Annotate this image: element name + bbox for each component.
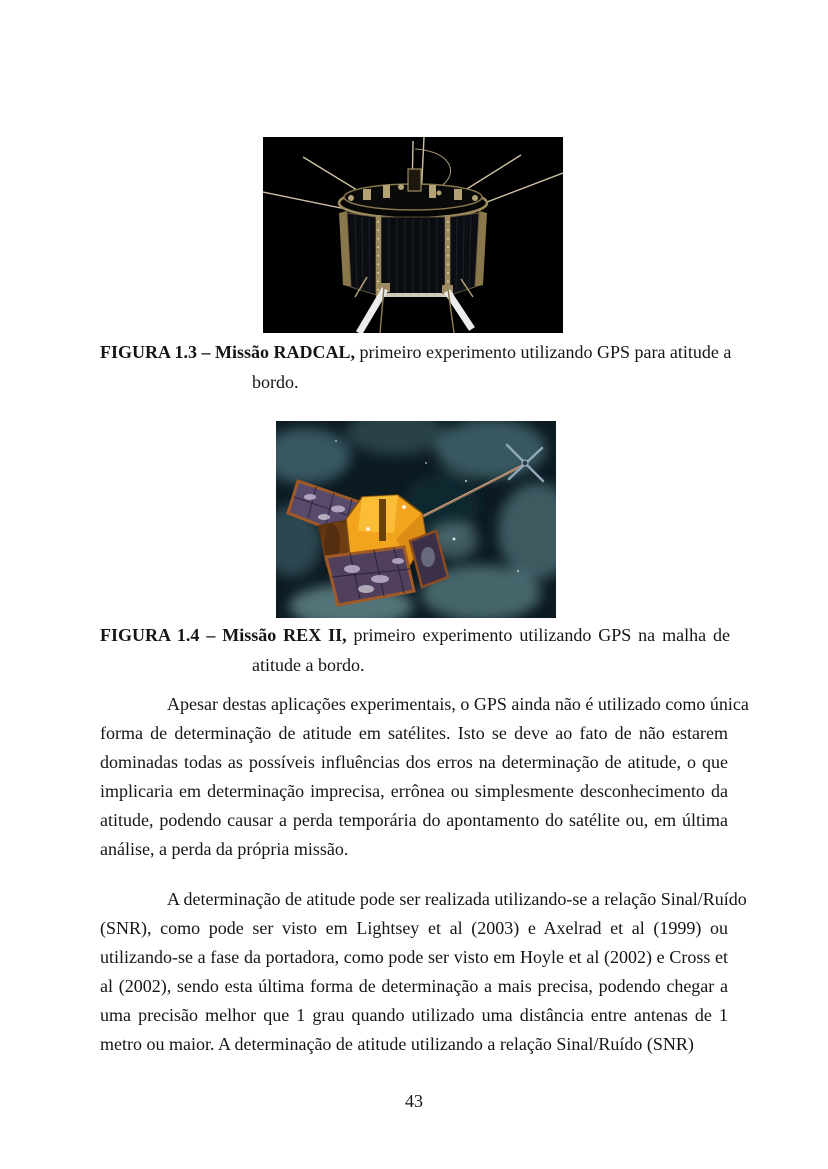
paragraph-line: dominadas todas as possíveis influências dos erros na determinação de atitude, o que (100, 752, 728, 772)
body-paragraph-1 (100, 690, 749, 864)
paragraph-line: implicaria em determinação imprecisa, errônea ou simplesmente desconhecimento da (100, 781, 728, 801)
caption-line-2: bordo. (252, 372, 299, 392)
caption-text: primeiro experimento utilizando GPS para atitude a (359, 342, 732, 362)
radcal-satellite-drawing (263, 137, 563, 333)
paragraph-line: Apesar destas aplicações experimentais, o GPS ainda não é utilizado como única (167, 694, 749, 714)
caption-line-2: atitude a bordo. (252, 655, 365, 675)
paragraph-line: A determinação de atitude pode ser realizada utilizando-se a relação Sinal/Ruído (167, 889, 747, 909)
page-number: 43 (405, 1091, 423, 1111)
caption-line-1 (100, 620, 730, 650)
paragraph-line: (SNR), como pode ser visto em Lightsey et al (2003) e Axelrad et al (1999) ou (100, 918, 728, 938)
paragraph-line: al (2002), sendo esta última forma de determinação a mais precisa, podendo chegar a (100, 976, 728, 996)
paragraph-line: utilizando-se a fase da portadora, como pode ser visto em Hoyle et al (2002) e Cross et (100, 947, 728, 967)
caption-figure-label: FIGURA 1.4 – Missão REX II, (100, 625, 347, 645)
body-paragraph-2 (100, 885, 747, 1059)
caption-text: primeiro experimento utilizando GPS na malha de (353, 625, 730, 645)
paragraph-line: análise, a perda da própria missão. (100, 839, 349, 859)
rex2-satellite-drawing (276, 421, 556, 618)
figure-radcal-caption (100, 337, 730, 397)
figure-radcal-image (263, 137, 563, 333)
paragraph-line: atitude, podendo causar a perda temporária do apontamento do satélite ou, em última (100, 810, 728, 830)
caption-line-1 (100, 337, 730, 367)
paragraph-line: uma precisão melhor que 1 grau quando utilizado uma distância entre antenas de 1 (100, 1005, 728, 1025)
paragraph-line: metro ou maior. A determinação de atitude utilizando a relação Sinal/Ruído (SNR) (100, 1034, 694, 1054)
figure-rex2-image (276, 421, 556, 618)
figure-rex2-caption (100, 620, 730, 680)
caption-figure-label: FIGURA 1.3 – Missão RADCAL, (100, 342, 356, 362)
paragraph-line: forma de determinação de atitude em satélites. Isto se deve ao fato de não estarem (100, 723, 728, 743)
